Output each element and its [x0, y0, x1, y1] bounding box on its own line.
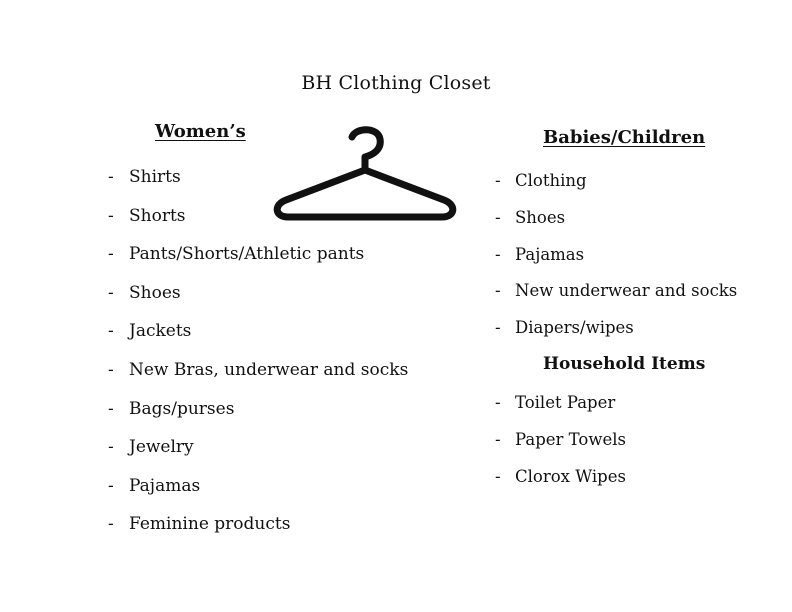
list-item-label: Shirts: [129, 167, 181, 187]
bullet-dash: -: [108, 321, 114, 342]
bullet-dash: -: [495, 318, 501, 338]
household-items-heading: Household Items: [543, 354, 706, 374]
list-item-label: Clothing: [515, 171, 587, 190]
list-item: [108, 320, 408, 359]
list-item-label: Clorox Wipes: [515, 466, 626, 486]
bullet-dash: -: [495, 429, 501, 449]
list-item: [108, 166, 408, 205]
list-item-label: New Bras, underwear and socks: [129, 359, 409, 380]
list-item: [108, 282, 408, 321]
list-item-label: Pants/Shorts/Athletic pants: [129, 244, 365, 265]
list-item: [495, 207, 737, 244]
bullet-dash: -: [108, 205, 114, 226]
list-item-label: Shoes: [515, 207, 566, 227]
bullet-dash: -: [108, 437, 114, 458]
list-item-label: Feminine products: [129, 514, 291, 535]
list-item-label: Pajamas: [515, 244, 585, 264]
bullet-dash: -: [495, 171, 501, 190]
list-item: [108, 398, 408, 437]
bullet-dash: -: [108, 475, 114, 496]
list-item-label: Paper Towels: [515, 429, 626, 449]
list-item-label: Jewelry: [129, 437, 194, 458]
list-item-label: Shorts: [129, 205, 186, 226]
list-item: [495, 170, 737, 207]
list-item: [495, 466, 626, 503]
bullet-dash: -: [495, 207, 501, 227]
list-item: [495, 317, 737, 354]
babies-children-heading: Babies/Children: [543, 127, 706, 148]
list-item-label: Jackets: [129, 321, 192, 342]
list-item-label: Toilet Paper: [515, 393, 616, 412]
list-item: [108, 359, 408, 398]
bullet-dash: -: [108, 167, 114, 187]
list-item: [108, 475, 408, 514]
list-item: [495, 280, 737, 317]
womens-heading: Women’s: [155, 121, 246, 142]
list-item: [108, 436, 408, 475]
list-item-label: Shoes: [129, 282, 181, 303]
bullet-dash: -: [108, 514, 114, 535]
list-item: [495, 392, 626, 429]
list-item-label: Bags/purses: [129, 398, 235, 419]
bullet-dash: -: [495, 466, 501, 486]
list-item: [495, 244, 737, 281]
bullet-dash: -: [495, 244, 501, 264]
household-items-list: [495, 392, 626, 502]
babies-children-list: [495, 170, 737, 354]
list-item: [108, 243, 408, 282]
list-item-label: Diapers/wipes: [515, 318, 634, 338]
womens-list: [108, 166, 408, 552]
list-item: [108, 205, 408, 244]
bullet-dash: -: [495, 393, 501, 412]
list-item-label: Pajamas: [129, 475, 201, 496]
bullet-dash: -: [108, 244, 114, 265]
bullet-dash: -: [495, 281, 501, 301]
list-item: [495, 429, 626, 466]
bullet-dash: -: [108, 398, 114, 419]
list-item: [108, 513, 408, 552]
bullet-dash: -: [108, 359, 114, 380]
bullet-dash: -: [108, 282, 114, 303]
page-title: BH Clothing Closet: [301, 72, 491, 94]
list-item-label: New underwear and socks: [515, 281, 738, 301]
